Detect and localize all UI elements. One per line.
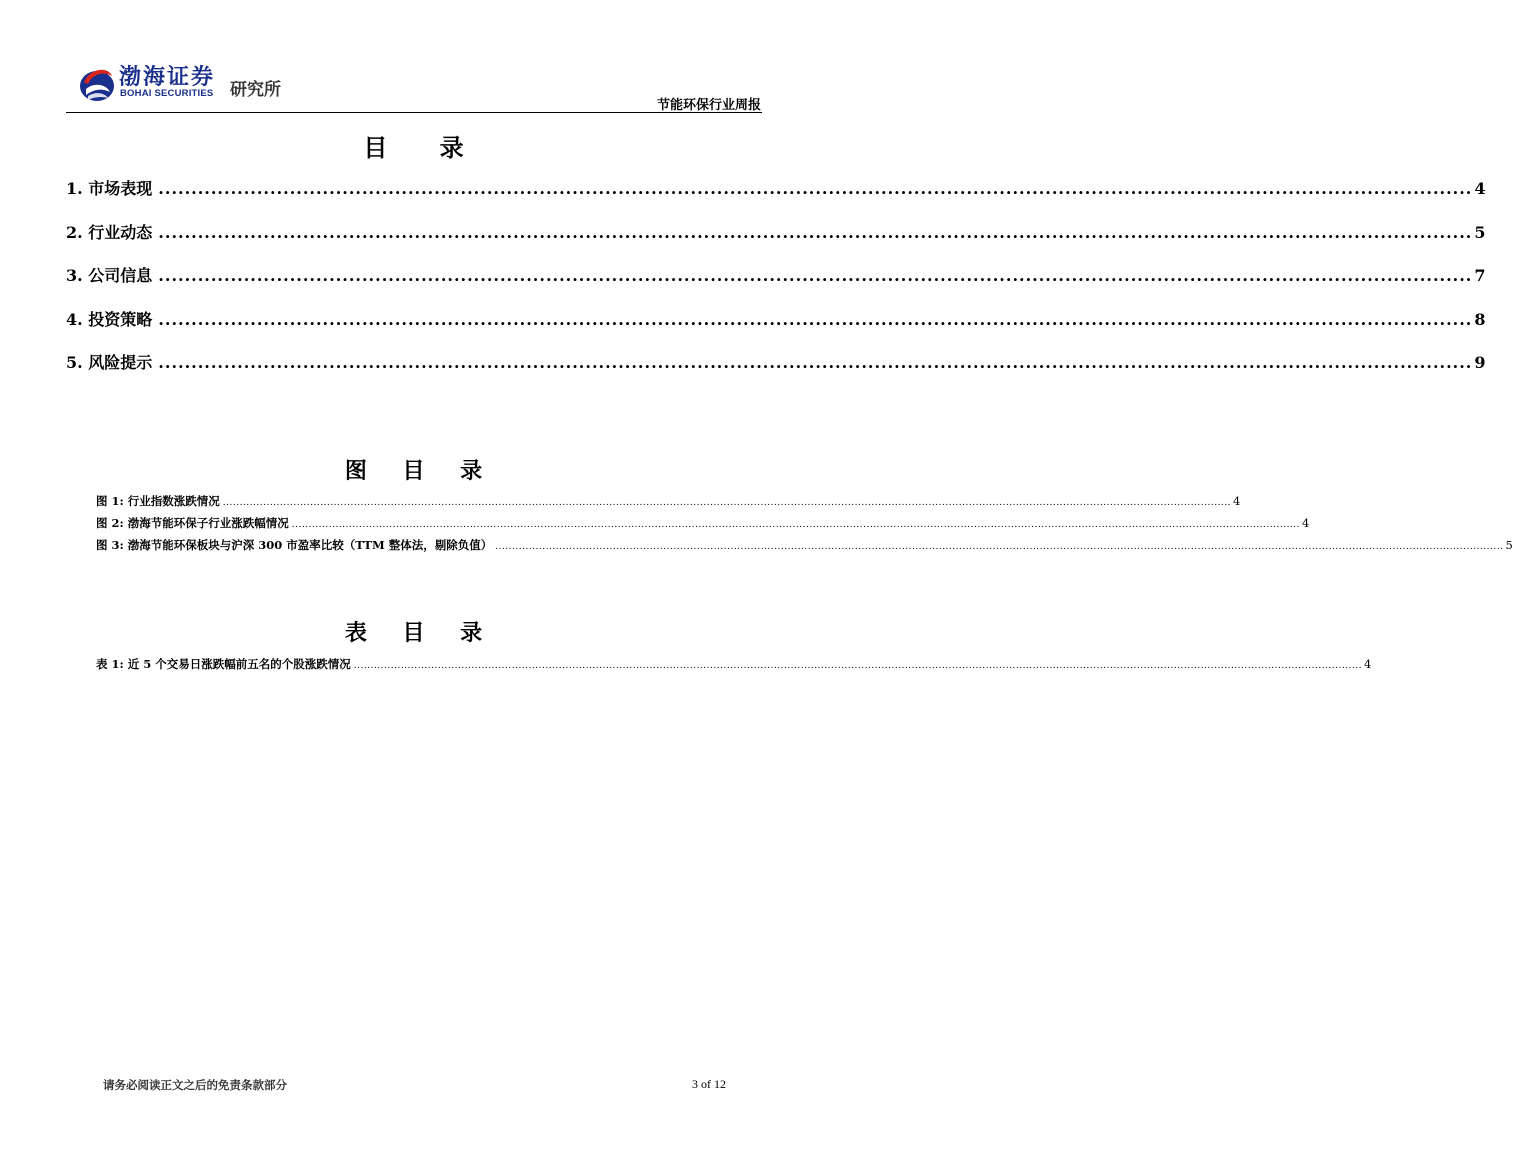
figure-toc-label: 图 1: 行业指数涨跌情况 (96, 494, 220, 508)
figure-toc-entry[interactable] (96, 537, 1513, 553)
figures-toc-title: 图 目 录 (344, 458, 497, 484)
toc-entry-number: 3. (66, 266, 83, 285)
toc-entry-page: 5 (1474, 223, 1486, 242)
toc-entry-label: 市场表现 (88, 179, 153, 198)
toc-leader-dots: ............................................................................................................................................................................................................................................................................................................ (291, 520, 1301, 530)
toc-entry-number: 4. (66, 310, 83, 329)
toc-leader-dots: ........................................................................................................................................................................................................ (158, 310, 1473, 329)
footer-disclaimer: 请务必阅读正文之后的免责条款部分 (103, 1078, 287, 1092)
toc-leader-dots: ............................................................................................................................................................................................................................................................................................................ (353, 661, 1363, 671)
figure-toc-page: 4 (1302, 516, 1310, 530)
toc-entry-label: 风险提示 (88, 353, 153, 372)
table-toc-label: 表 1: 近 5 个交易日涨跌幅前五名的个股涨跌情况 (96, 657, 351, 671)
toc-leader-dots: ........................................................................................................................................................................................................ (158, 179, 1473, 198)
toc-entry-page: 7 (1474, 266, 1486, 285)
toc-entry-label: 投资策略 (88, 310, 153, 329)
toc-title: 目 录 (363, 133, 486, 162)
figure-toc-label: 图 3: 渤海节能环保板块与沪深 300 市盈率比较（TTM 整体法，剔除负值） (96, 538, 493, 552)
toc-entry-page: 4 (1474, 179, 1486, 198)
bohai-logo-icon (78, 62, 116, 104)
toc-leader-dots: ........................................................................................................................................................................................................ (158, 266, 1473, 285)
figure-toc-page: 4 (1233, 494, 1241, 508)
toc-entry[interactable] (66, 220, 1486, 242)
report-type: 节能环保行业周报 (656, 98, 761, 113)
toc-leader-dots: ............................................................................................................................................................................................................................................................................................................ (495, 542, 1504, 552)
toc-entry-page: 9 (1474, 353, 1486, 372)
figure-toc-page: 5 (1505, 538, 1513, 552)
table-toc-entry[interactable] (96, 656, 1372, 672)
toc-entry-label: 行业动态 (88, 223, 153, 242)
page-header (0, 0, 827, 120)
toc-entry-page: 8 (1474, 310, 1486, 329)
toc-leader-dots: ............................................................................................................................................................................................................................................................................................................ (222, 498, 1232, 508)
toc-leader-dots: ........................................................................................................................................................................................................ (158, 223, 1473, 242)
table-toc-page: 4 (1364, 657, 1372, 671)
toc-entry[interactable] (66, 176, 1486, 198)
brand-name-cn: 渤海证券 (119, 64, 216, 90)
toc-entry[interactable] (66, 263, 1486, 285)
figure-toc-entry[interactable] (96, 493, 1241, 509)
toc-entry-number: 2. (66, 223, 83, 242)
tables-toc-title: 表 目 录 (344, 620, 497, 646)
toc-leader-dots: ........................................................................................................................................................................................................ (158, 353, 1473, 372)
toc-entry-number: 5. (66, 353, 83, 372)
figure-toc-entry[interactable] (96, 515, 1310, 531)
toc-entry[interactable] (66, 307, 1486, 329)
figure-toc-label: 图 2: 渤海节能环保子行业涨跌幅情况 (96, 516, 289, 530)
toc-entry[interactable] (66, 350, 1486, 372)
header-divider (66, 112, 762, 113)
toc-entry-label: 公司信息 (88, 266, 153, 285)
toc-entry-number: 1. (66, 179, 83, 198)
footer-page-number: 3 of 12 (692, 1077, 726, 1091)
brand-name-en: BOHAI SECURITIES (120, 88, 214, 99)
institute-label: 研究所 (230, 80, 281, 100)
